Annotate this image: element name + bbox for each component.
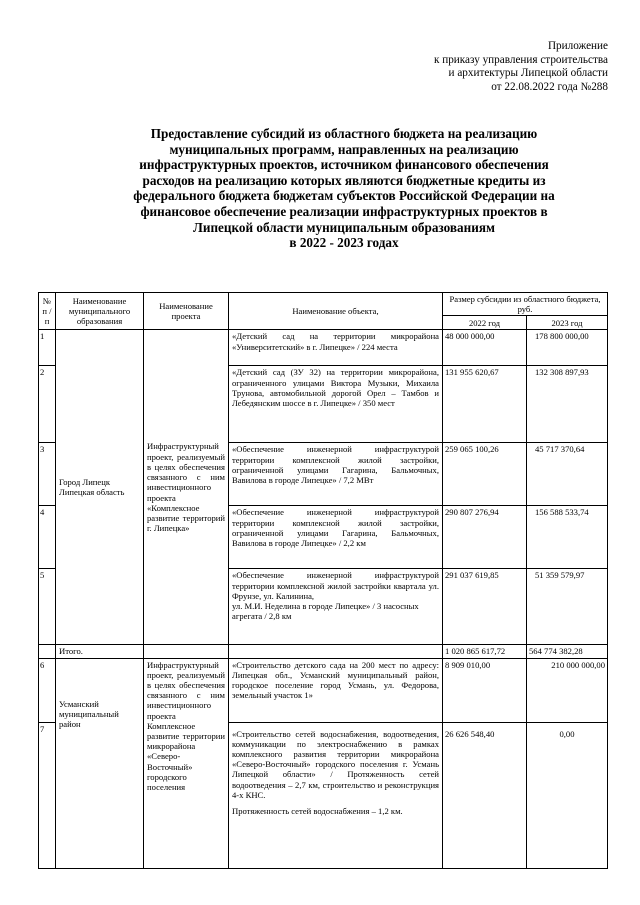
header-object: Наименование объекта,: [229, 293, 443, 330]
row-num: 6: [39, 658, 56, 722]
appendix-line: и архитектуры Липецкой области: [448, 67, 608, 80]
appendix-line: от 22.08.2022 года №288: [491, 80, 608, 93]
object-cell: [229, 569, 443, 645]
subsidy-table: [38, 292, 608, 869]
title-line: расходов на реализацию которых являются бюджетные кредиты из: [142, 172, 546, 188]
row-num: 5: [39, 569, 56, 645]
municipality-cell: Усманский муниципальный район: [56, 658, 144, 868]
title-line: федерального бюджета бюджетам субъектов Российской Федерации на: [133, 188, 555, 204]
title-line: в 2022 - 2023 годах: [289, 235, 399, 251]
total-2023: 564 774 382,28: [527, 645, 608, 658]
row-num: 4: [39, 506, 56, 569]
municipality-cell: Город Липецк Липецкая область: [56, 330, 144, 645]
object-text: «Строительство сетей водоснабжения, водоотведения, коммуникации по электроснабжению в рамках комплексного развития территории микрорайона «Северо-Восточный» городского поселения г. Усмань Липецкой области» / Протяженность сетей водоотведения – 2,7 км, строительство и реконструкция 4-х КНС.: [232, 728, 439, 800]
object-cell: «Обеспечение инженерной инфраструктурой территории комплексной жилой застройки, ограниченной улицами Гагарина, Бальмочных, Вавилова в городе Липецке» / 2,2 км: [229, 506, 443, 569]
object-cell: [229, 722, 443, 868]
total-2022: 1 020 865 617,72: [443, 645, 527, 658]
title-line: Предоставление субсидий из областного бюджета на реализацию: [150, 126, 538, 141]
value-2023: 0,00: [527, 722, 608, 868]
project-cell: Инфраструктурный проект, реализуемый в целях обеспечения связанного с ним инвестиционного проекта Комплексное развитие территории микрорайона «Северо-Восточный» городского поселения: [144, 658, 229, 868]
value-2023: 132 308 897,93: [527, 366, 608, 443]
value-2023: 178 800 000,00: [527, 330, 608, 366]
header-project: Наименование проекта: [144, 293, 229, 330]
header-subsidy: Размер субсидии из областного бюджета, руб.: [443, 293, 608, 316]
value-2023: 210 000 000,00: [527, 658, 608, 722]
total-row: [39, 645, 608, 658]
value-2022: 48 000 000,00: [443, 330, 527, 366]
row-num: 2: [39, 366, 56, 443]
value-2022: 26 626 548,40: [443, 722, 527, 868]
value-2023: 156 588 533,74: [527, 506, 608, 569]
header-2023: 2023 год: [527, 316, 608, 330]
header-municipality: Наименование муниципального образования: [56, 293, 144, 330]
total-label: Итого.: [56, 645, 144, 658]
value-2023: 51 359 579,97: [527, 569, 608, 645]
header-row: [39, 293, 608, 316]
appendix-line: Приложение: [547, 40, 608, 52]
table-row: [39, 330, 608, 366]
row-num: 1: [39, 330, 56, 366]
object-cell: «Строительство детского сада на 200 мест по адресу: Липецкая обл., Усманский муниципальный район, городское поселение город Усмань, ул. Федорова, земельный участок 1»: [229, 658, 443, 722]
row-num: 3: [39, 443, 56, 506]
object-text: ул. М.И. Неделина в городе Липецке» / 3 насосных агрегата / 2,8 км: [232, 601, 419, 622]
title-line: финансовое обеспечение реализации инфраструктурных проектов в: [140, 203, 548, 219]
object-cell: «Детский сад на территории микрорайона «Университетский» в г. Липецке» / 224 места: [229, 330, 443, 366]
value-2023: 45 717 370,64: [527, 443, 608, 506]
title-line: муниципальных программ, направленных на реализацию: [169, 141, 519, 157]
header-2022: 2022 год: [443, 316, 527, 330]
header-num: № п / п: [39, 293, 56, 330]
table-row: [39, 658, 608, 722]
value-2022: 259 065 100,26: [443, 443, 527, 506]
value-2022: 131 955 620,67: [443, 366, 527, 443]
object-text: «Обеспечение инженерной инфраструктурой территории комплексной жилой застройки квартала ул. Фрунзе, ул. Калинина,: [232, 570, 439, 601]
appendix-header: [434, 40, 608, 94]
title-line: Липецкой области муниципальным образованиям: [193, 219, 495, 235]
object-cell: «Детский сад (ЗУ 32) на территории микрорайона, ограниченного улицами Виктора Музыки, Михаила Трунова, автомобильной дорогой Орел – Тамбов и Лебедянским шоссе в г. Липецке» / 350 мест: [229, 366, 443, 443]
object-cell: «Обеспечение инженерной инфраструктурой территории комплексной жилой застройки, ограниченной улицами Гагарина, Бальмочных, Вавилова в городе Липецке» / 7,2 МВт: [229, 443, 443, 506]
value-2022: 291 037 619,85: [443, 569, 527, 645]
value-2022: 290 807 276,94: [443, 506, 527, 569]
row-num: 7: [39, 722, 56, 868]
appendix-line: к приказу управления строительства: [433, 53, 608, 66]
project-cell: Инфраструктурный проект, реализуемый в целях обеспечения связанного с ним инвестиционного проекта «Комплексное развитие территорий г. Липецка»: [144, 330, 229, 645]
value-2022: 8 909 010,00: [443, 658, 527, 722]
document-title: [86, 126, 602, 251]
title-line: инфраструктурных проектов, источником финансового обеспечения: [139, 157, 549, 173]
object-text: Протяженность сетей водоснабжения – 1,2 км.: [232, 806, 403, 817]
